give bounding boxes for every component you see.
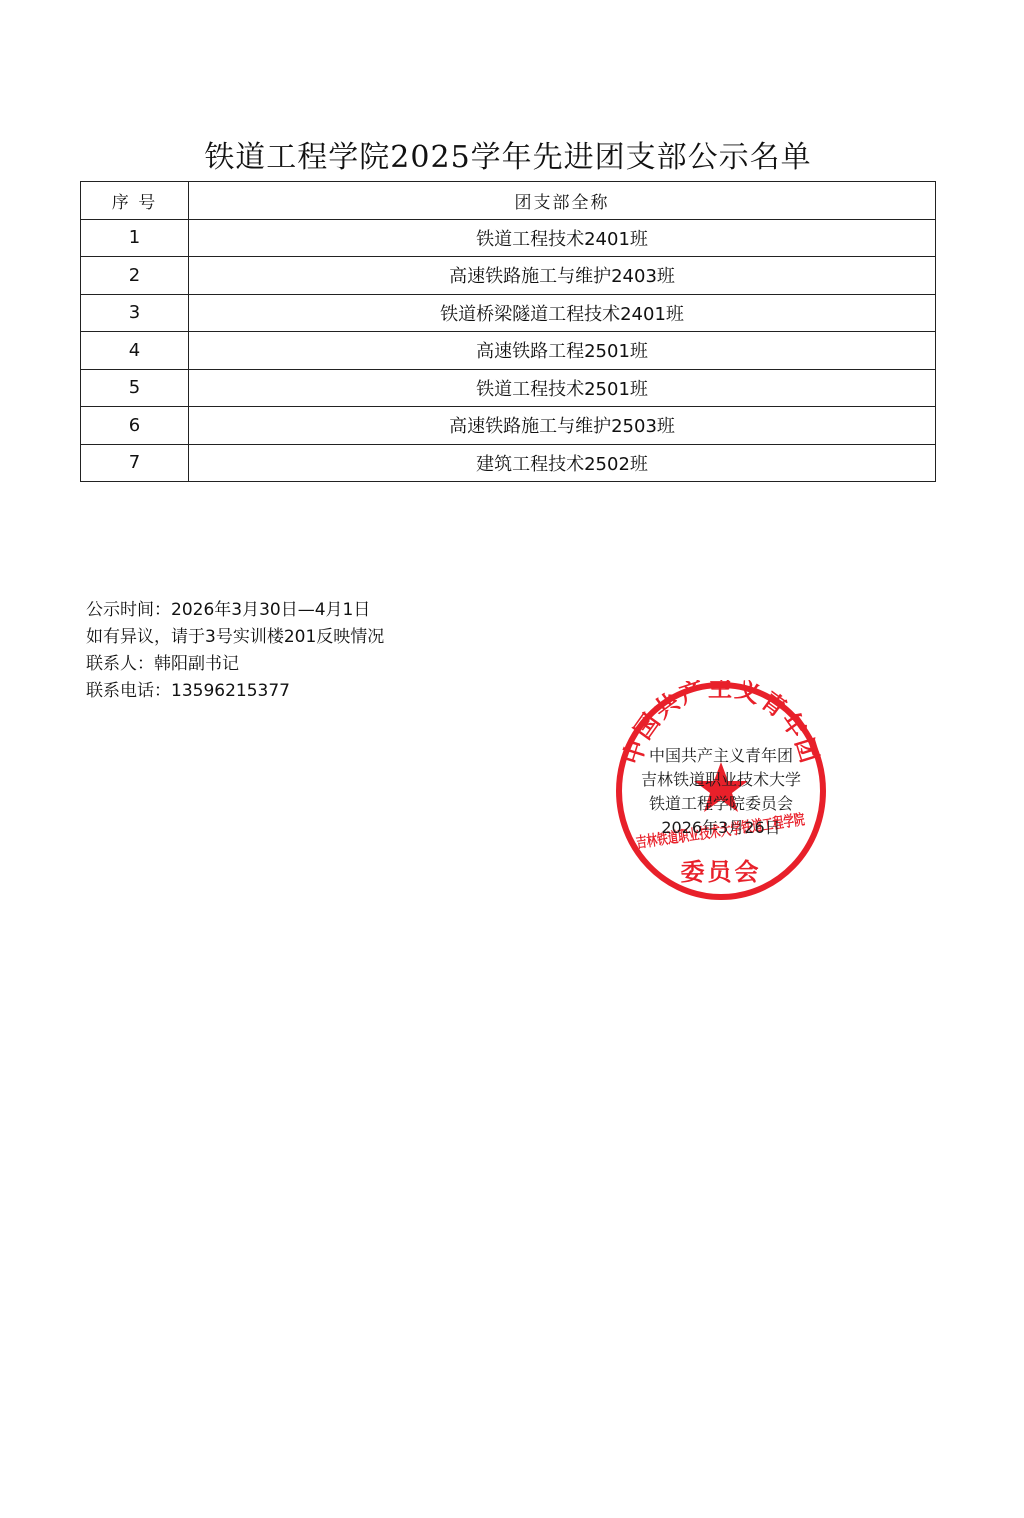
branch-name: 高速铁路工程2501班 [189, 332, 936, 370]
table-row [81, 294, 936, 332]
branch-name: 铁道桥梁隧道工程技术2401班 [189, 294, 936, 332]
notice-objection: 如有异议，请于3号实训楼201反映情况 [86, 627, 385, 647]
row-number: 3 [81, 294, 189, 332]
document-title: 铁道工程学院2025学年先进团支部公示名单 [204, 140, 812, 175]
branch-roster-table [80, 181, 936, 482]
signature-block [614, 744, 828, 840]
row-number: 2 [81, 257, 189, 295]
notice-phone: 联系电话：13596215377 [86, 681, 290, 701]
table-row [81, 444, 936, 482]
header-branch-name: 团支部全称 [189, 182, 936, 220]
signature-org-line1: 中国共产主义青年团 [648, 746, 793, 765]
branch-name: 建筑工程技术2502班 [189, 444, 936, 482]
row-number: 7 [81, 444, 189, 482]
branch-name: 铁道工程技术2401班 [189, 219, 936, 257]
branch-name: 高速铁路施工与维护2403班 [189, 257, 936, 295]
row-number: 1 [81, 219, 189, 257]
signature-org-line2: 吉林铁道职业技术大学 [640, 770, 801, 789]
row-number: 5 [81, 369, 189, 407]
table-row [81, 219, 936, 257]
seal-inner-text: 吉林铁道职业技术大学铁道工程学院 [634, 800, 828, 852]
signature-org-line3: 铁道工程学院委员会 [648, 794, 793, 813]
table-header-row [81, 182, 936, 220]
table-row [81, 407, 936, 445]
signature-date: 2026年3月26日 [661, 818, 781, 837]
branch-name: 铁道工程技术2501班 [189, 369, 936, 407]
header-serial-number: 序 号 [81, 182, 189, 220]
notice-contact: 联系人：韩阳副书记 [86, 654, 239, 674]
row-number: 6 [81, 407, 189, 445]
notice-block [86, 597, 384, 705]
notice-period: 公示时间：2026年3月30日—4月1日 [86, 600, 371, 620]
table-row [81, 257, 936, 295]
table-row [81, 332, 936, 370]
branch-name: 高速铁路施工与维护2503班 [189, 407, 936, 445]
table-row [81, 369, 936, 407]
seal-bottom-text: 委员会 [680, 857, 762, 886]
seal-ring-text: 中国共产主义青年团 [616, 680, 826, 768]
row-number: 4 [81, 332, 189, 370]
